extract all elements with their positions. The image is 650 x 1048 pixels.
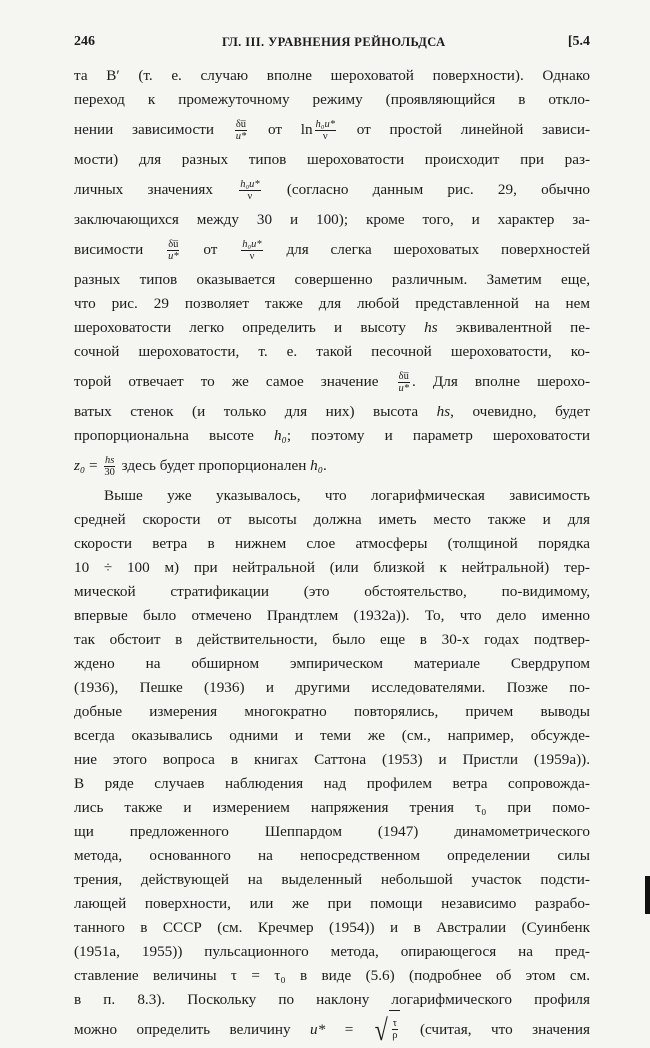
fraction: $\frac{\delta u̅}{u*}$	[168, 239, 179, 263]
square-root: √ $\frac{\tau}{\rho}$	[373, 1014, 401, 1047]
text-line: в п. 8.3). Поскольку по наклону логарифмического профиля	[74, 991, 590, 1008]
text-line: всегда оказывались одними и теми же (см., например, обсужде-	[74, 727, 590, 744]
section-number: [5.4	[567, 34, 590, 49]
text-line: переход к промежуточному режиму (проявляющийся в откло-	[74, 91, 590, 108]
text-line: так обстоит в действительности, было еще в 30-х годах подтвер-	[74, 631, 590, 648]
text-line: впервые было отмечено Прандтлем (1932а)). То, что дело именно	[74, 607, 590, 624]
text-line: лающей поверхности, или же при помощи независимо разрабо-	[74, 895, 590, 912]
running-title: ГЛ. III. УРАВНЕНИЯ РЕЙНОЛЬДСА	[222, 35, 446, 49]
text-line: метода, основанного на непосредственном определении силы	[74, 847, 590, 864]
text-line: ждено на обширном эмпирическом материале Свердрупом	[74, 655, 590, 672]
text-line: средней скорости от высоты должна иметь место также и для	[74, 511, 590, 528]
fraction: $\frac{hs}{30}$	[104, 455, 115, 479]
text-line: добные измерения многократно повторялись, причем выводы	[74, 703, 590, 720]
text-line: разных типов оказывается совершенно различным. Заметим еще,	[74, 271, 590, 288]
text-line: шероховатости легко определить и высоту hs эквивалентной пе-	[74, 319, 591, 336]
fraction: $\frac{\delta u̅}{u*}$	[235, 119, 247, 143]
text-line: нении зависимости $\frac{\delta u̅}{u*}$ от ln $\frac{\text{h₀u*}}{\nu}$ от простой линейной зависи-	[74, 119, 591, 143]
text-line: z₀ = $\frac{hs}{30}$ здесь будет пропорционален h₀.	[74, 455, 327, 479]
text-line: что рис. 29 позволяет также для любой представленной на нем	[74, 295, 590, 312]
text-line: танного в СССР (см. Кречмер (1954)) и в Австралии (Суинбенк	[74, 919, 590, 936]
text-line: ние этого вопроса в книгах Саттона (1953) и Пристли (1959а)).	[74, 751, 590, 768]
text-line: ватых стенок (и только для них) высота hs, очевидно, будет	[74, 403, 591, 420]
text-line: ставление величины τ = τ₀ в виде (5.6) (подробнее об этом см.	[74, 967, 590, 984]
text-line: лись также и измерением напряжения трения τ₀ при помо-	[74, 799, 590, 816]
fraction: $\frac{\delta u̅}{u*}$	[398, 371, 410, 395]
fraction: $\frac{\text{h₀u*}}{\nu}$	[315, 119, 335, 143]
text-line: щи предложенного Шеппардом (1947) динамометрического	[74, 823, 590, 840]
fraction: $\frac{\text{h₀u*}}{\nu}$	[240, 179, 260, 203]
text-line: (1951а, 1955)) пульсационного метода, опирающегося на пред-	[74, 943, 590, 960]
text-line: можно определить величину u* = √ $\frac{\tau}{\rho}$ (считая, что значения	[74, 1012, 590, 1048]
page-body	[74, 64, 590, 1048]
text-line: 10 ÷ 100 м) при нейтральной (или близкой к нейтральной) тер-	[74, 559, 590, 576]
text-line: скорости ветра в нижнем слое атмосферы (толщиной порядка	[74, 535, 590, 552]
text-line: сочной шероховатости, т. е. такой песочной шероховатости, ко-	[74, 343, 590, 360]
fraction: $\frac{\text{h₀u*}}{\nu}$	[242, 239, 262, 263]
text-line: та B′ (т. е. случаю вполне шероховатой поверхности). Однако	[74, 67, 590, 84]
text-line: трения, действующей на выделенный небольшой участок подсти-	[74, 871, 590, 888]
text-line: личных значениях $\frac{\text{h₀u*}}{\nu}$ (согласно данным рис. 29, обычно	[74, 179, 590, 203]
text-line: пропорциональна высоте h₀; поэтому и параметр шероховатости	[74, 427, 590, 444]
text-line: В ряде случаев наблюдения над профилем ветра сопровожда-	[74, 775, 590, 792]
text-line: мической стратификации (это обстоятельство, по-видимому,	[74, 583, 590, 600]
page-number: 246	[74, 34, 95, 49]
text-line: торой отвечает то же самое значение $\frac{\delta u̅}{u*}$ . Для вполне шерохо-	[74, 371, 591, 395]
text-line: заключающихся между 30 и 100); кроме того, и характер за-	[74, 211, 590, 228]
text-line: висимости $\frac{\delta u̅}{u*}$ от $\frac{\text{h₀u*}}{\nu}$ для слегка шероховатых поверхностей	[74, 239, 591, 263]
text-line: Выше уже указывалось, что логарифмическая зависимость	[104, 487, 590, 504]
page-header	[74, 34, 590, 56]
text-line: (1936), Пешке (1936) и другими исследователями. Позже по-	[74, 679, 590, 696]
text-line: мости) для разных типов шероховатости происходит при раз-	[74, 151, 590, 168]
fraction: $\frac{\tau}{\rho}$	[392, 1018, 398, 1042]
scan-edge-mark	[645, 876, 650, 914]
